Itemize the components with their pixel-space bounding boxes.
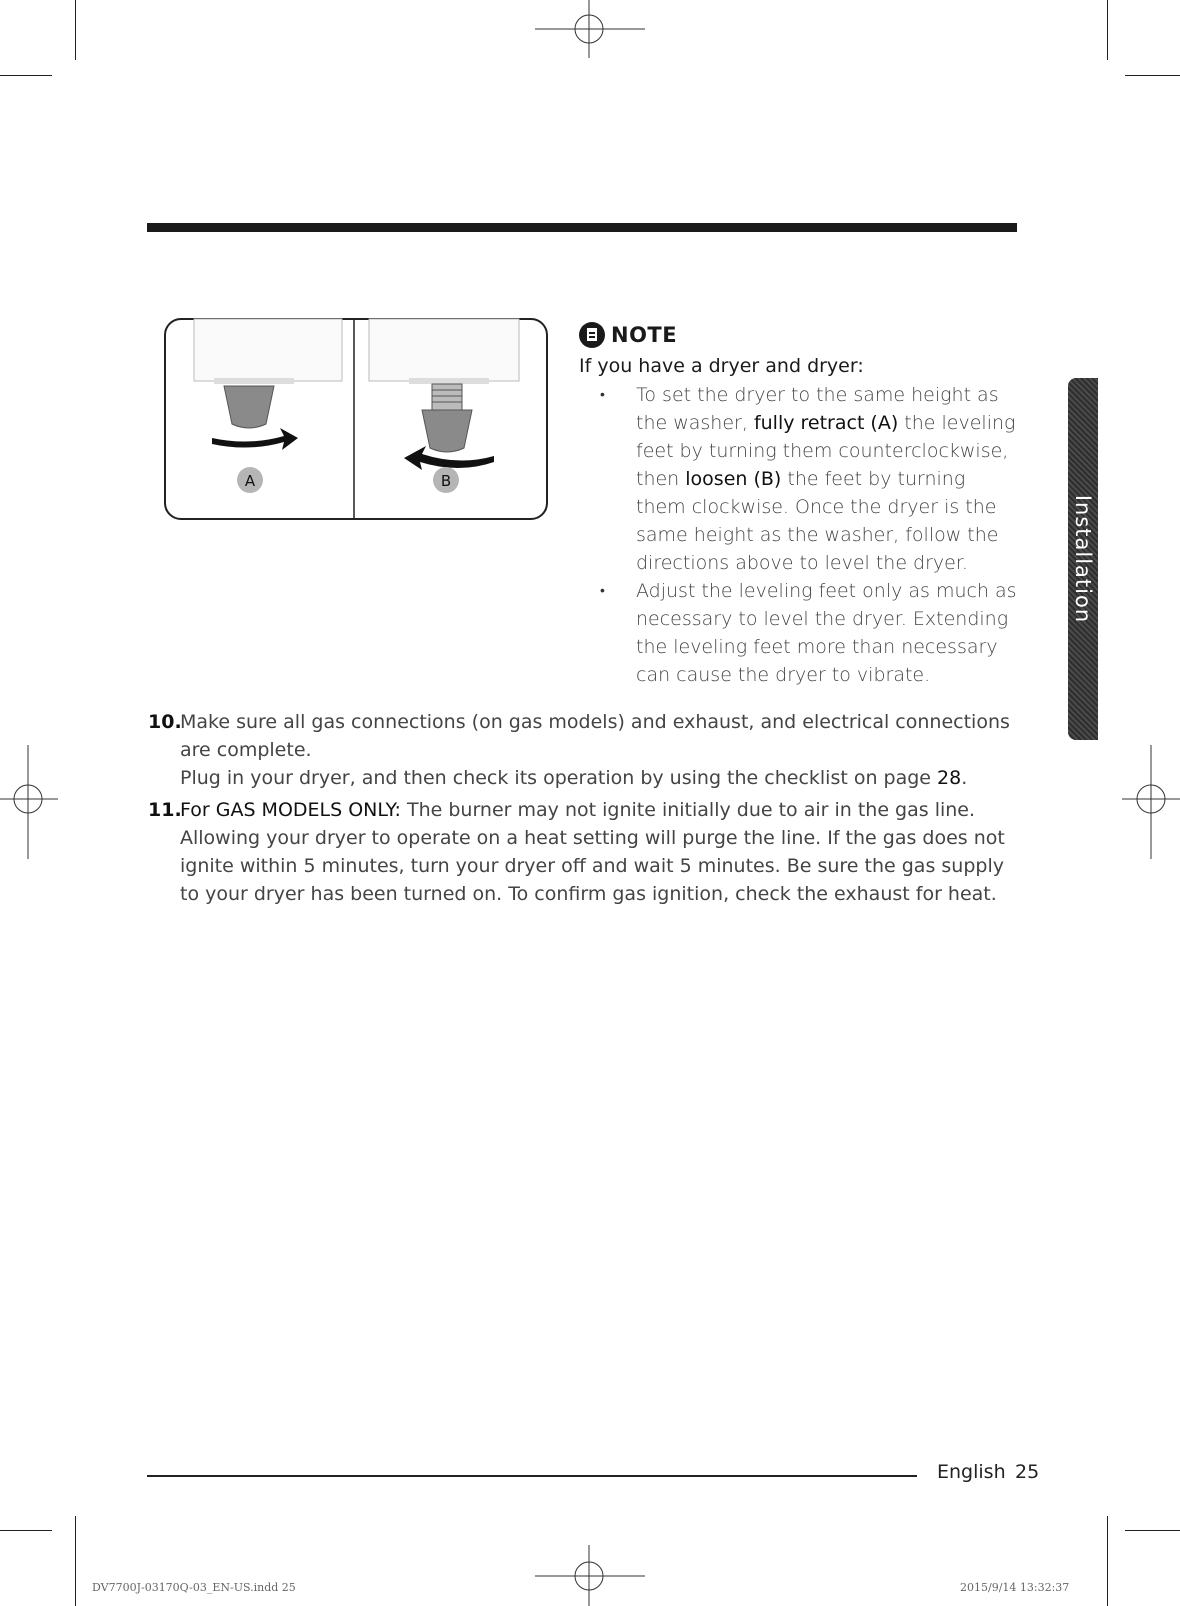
registration-mark-bottom bbox=[535, 1545, 655, 1606]
loosen-emphasis: loosen (B) bbox=[685, 468, 782, 490]
note-bullet: • To set the dryer to the same height as the washer, fully retract (A) the leveling feet by turning them counterclockwise, then loosen (B) the feet by turning them clockwise. Once the dryer is the same height as the washer, follow the directions above to level the dryer. bbox=[600, 381, 1020, 577]
step-11 bbox=[148, 796, 1028, 908]
crop-mark bbox=[75, 1516, 76, 1606]
step-text: For GAS MODELS ONLY: The burner may not ignite initially due to air in the gas line. Allowing your dryer to operate on a heat setting will purge the line. If the gas does not ignite within 5 minutes, turn your dryer off and wait 5 minutes. Be sure the gas supply to your dryer has been turned on. To confirm gas ignition, check the exhaust for heat. bbox=[180, 799, 1005, 905]
label-a: A bbox=[244, 472, 256, 490]
page-number: 25 bbox=[1015, 1461, 1040, 1483]
label-b: B bbox=[440, 472, 452, 490]
step-number: 10. bbox=[148, 711, 182, 733]
crop-mark bbox=[0, 75, 52, 76]
page-reference: 28 bbox=[937, 767, 962, 789]
step-text: Plug in your dryer, and then check its operation by using the checklist on page 28. bbox=[180, 767, 968, 789]
leveling-feet-illustration bbox=[164, 318, 548, 520]
note-bullets bbox=[600, 381, 1020, 689]
crop-mark bbox=[1125, 75, 1180, 76]
crop-mark bbox=[1107, 1516, 1108, 1606]
imprint-file: DV7700J-03170Q-03_EN-US.indd 25 bbox=[92, 1581, 296, 1594]
step-number: 11. bbox=[148, 799, 182, 821]
installation-steps bbox=[148, 708, 1028, 912]
label-a-badge bbox=[237, 467, 263, 493]
step-text: Make sure all gas connections (on gas models) and exhaust, and electrical connections are complete. bbox=[180, 711, 1010, 761]
step-10 bbox=[148, 708, 1028, 792]
label-b-badge bbox=[433, 467, 459, 493]
registration-mark-top bbox=[535, 0, 655, 60]
note-title: NOTE bbox=[611, 323, 678, 347]
registration-mark-left bbox=[0, 745, 60, 865]
note-heading bbox=[579, 322, 677, 348]
crop-mark bbox=[1107, 0, 1108, 60]
footer-rule bbox=[147, 1475, 917, 1477]
registration-mark-right bbox=[1120, 745, 1180, 865]
section-side-tab bbox=[1068, 378, 1098, 740]
note-intro: If you have a dryer and dryer: bbox=[579, 355, 864, 377]
crop-mark bbox=[0, 1530, 52, 1531]
crop-mark bbox=[75, 0, 76, 60]
note-bullet: • Adjust the leveling feet only as much as necessary to level the dryer. Extending the leveling feet more than necessary can cause the dryer to vibrate. bbox=[600, 577, 1020, 689]
footer-language: English bbox=[937, 1461, 1006, 1483]
fully-retract-emphasis: fully retract (A) bbox=[753, 412, 899, 434]
imprint-timestamp: 2015/9/14 13:32:37 bbox=[960, 1581, 1070, 1594]
header-rule bbox=[147, 223, 1017, 232]
crop-mark bbox=[1125, 1530, 1180, 1531]
gas-models-lead: For GAS MODELS ONLY: bbox=[180, 799, 401, 821]
side-tab-label: Installation bbox=[1071, 494, 1095, 624]
note-icon bbox=[579, 322, 605, 348]
